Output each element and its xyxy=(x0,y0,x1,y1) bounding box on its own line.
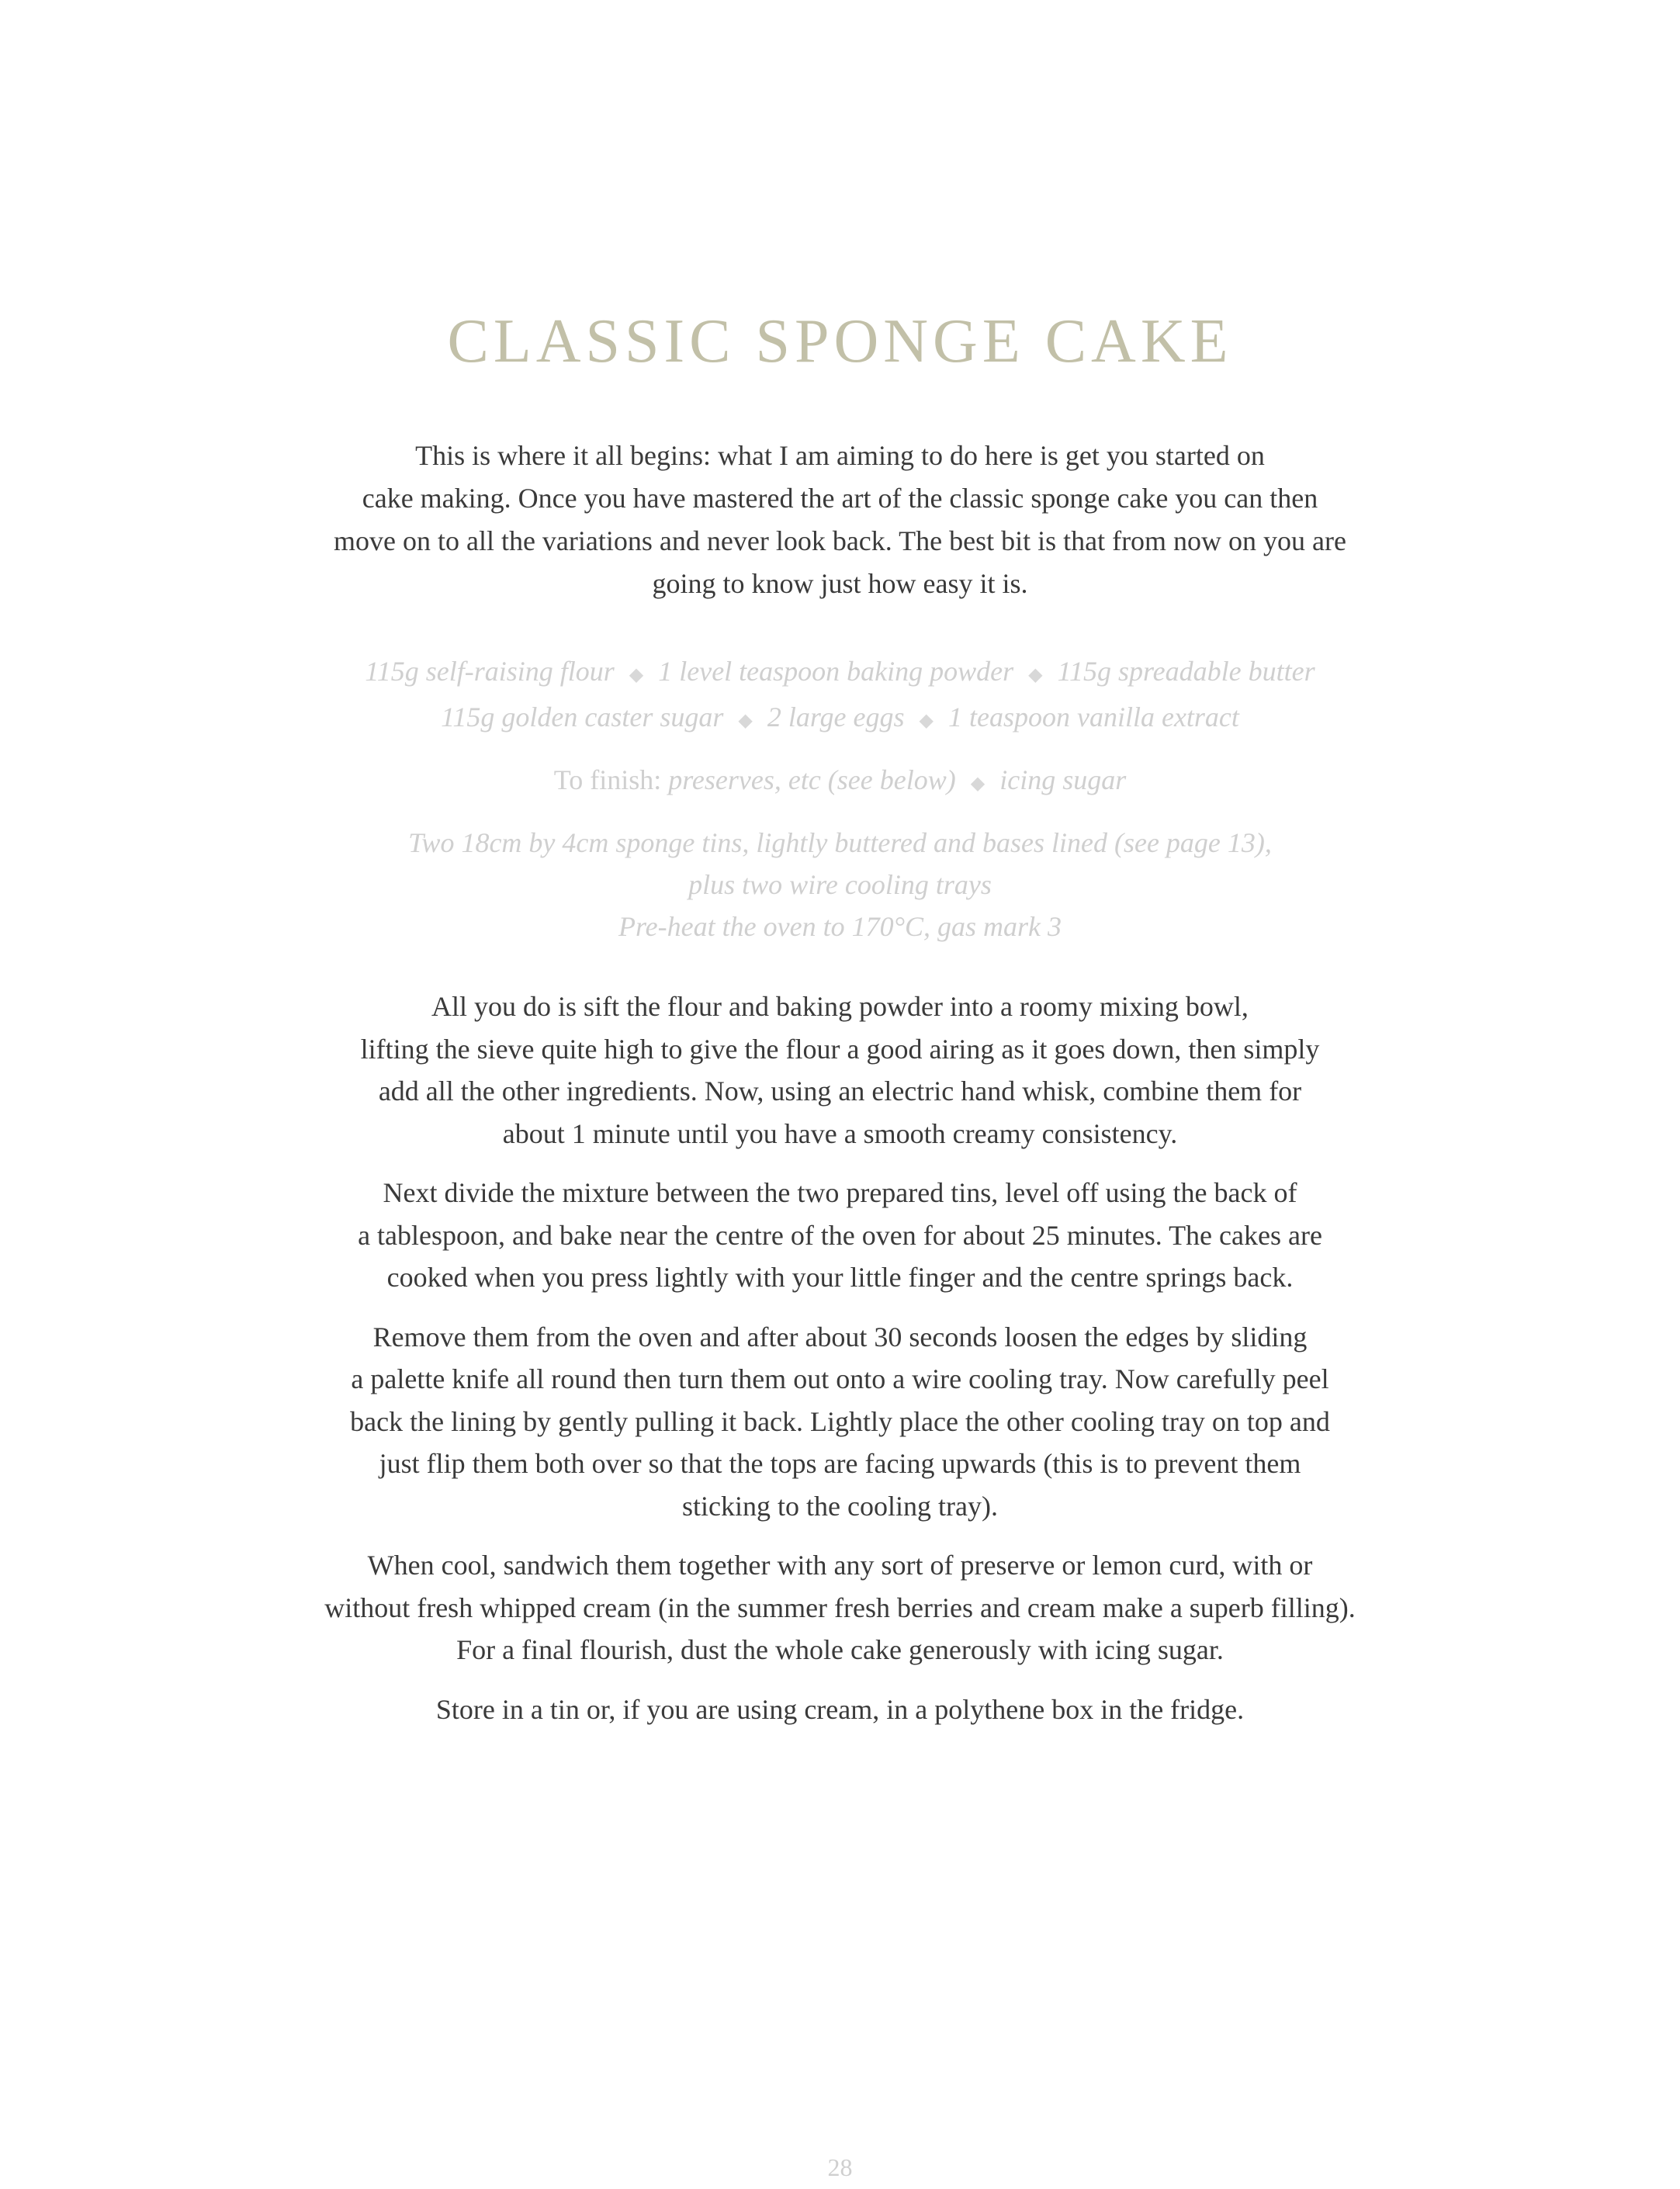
finish-line xyxy=(233,759,1447,805)
method-line: a tablespoon, and bake near the centre of the oven for about 25 minutes. The cakes are xyxy=(358,1219,1322,1251)
method-section xyxy=(233,985,1447,1747)
method-paragraph xyxy=(233,1689,1447,1731)
method-paragraph xyxy=(233,1316,1447,1528)
ingredients-block xyxy=(233,650,1447,965)
ingredient-line xyxy=(233,696,1447,742)
equipment-line: plus two wire cooling trays xyxy=(688,869,992,900)
ingredient-line xyxy=(233,650,1447,696)
page-number: 28 xyxy=(827,2153,853,2181)
ingredient-item: 115g self-raising flour xyxy=(365,656,615,687)
method-line: add all the other ingredients. Now, using an electric hand whisk, combine them for xyxy=(378,1075,1302,1107)
method-line: cooked when you press lightly with your little finger and the centre springs back. xyxy=(386,1262,1294,1293)
page-title: CLASSIC SPONGE CAKE xyxy=(447,307,1233,376)
intro-line: going to know just how easy it is. xyxy=(652,568,1028,599)
finish-item: icing sugar xyxy=(999,764,1127,795)
finish-label: To finish: xyxy=(553,764,662,795)
diamond-separator-icon: ◆ xyxy=(970,774,985,794)
method-line: sticking to the cooling tray). xyxy=(682,1490,998,1522)
oven-instruction: Pre-heat the oven to 170°C, gas mark 3 xyxy=(618,911,1062,942)
method-line: Remove them from the oven and after about 30 seconds loosen the edges by sliding xyxy=(372,1321,1308,1353)
equipment-block xyxy=(233,822,1447,947)
intro-line: cake making. Once you have mastered the art of the classic sponge cake you can then xyxy=(362,483,1318,514)
intro-line: This is where it all begins: what I am aiming to do here is get you started on xyxy=(415,440,1265,471)
method-line: Store in a tin or, if you are using cream, in a polythene box in the fridge. xyxy=(435,1693,1245,1725)
diamond-separator-icon: ◆ xyxy=(629,665,644,685)
intro-line: move on to all the variations and never look back. The best bit is that from now on you are xyxy=(333,525,1347,556)
ingredient-item: 1 level teaspoon baking powder xyxy=(658,656,1014,687)
diamond-separator-icon: ◆ xyxy=(919,711,934,731)
diamond-separator-icon: ◆ xyxy=(738,711,753,731)
method-paragraph xyxy=(233,1172,1447,1299)
ingredient-item: 1 teaspoon vanilla extract xyxy=(947,701,1239,733)
equipment-line: Two 18cm by 4cm sponge tins, lightly buttered and bases lined (see page 13), xyxy=(408,827,1272,858)
method-line: lifting the sieve quite high to give the flour a good airing as it goes down, then simply xyxy=(360,1033,1320,1065)
intro-paragraph xyxy=(233,435,1447,605)
finish-list xyxy=(233,759,1447,805)
method-line: back the lining by gently pulling it back. Lightly place the other cooling tray on top and xyxy=(350,1405,1330,1437)
method-line: a palette knife all round then turn them out onto a wire cooling tray. Now carefully peel xyxy=(351,1363,1329,1394)
method-line: When cool, sandwich them together with any sort of preserve or lemon curd, with or xyxy=(367,1550,1313,1581)
method-line: All you do is sift the flour and baking powder into a roomy mixing bowl, xyxy=(431,991,1249,1022)
diamond-separator-icon: ◆ xyxy=(1028,665,1043,685)
method-line: just flip them both over so that the tops are facing upwards (this is to prevent them xyxy=(379,1448,1301,1479)
ingredient-list xyxy=(233,650,1447,742)
ingredient-item: 115g spreadable butter xyxy=(1057,656,1315,687)
method-paragraph xyxy=(233,1544,1447,1671)
ingredient-item: 115g golden caster sugar xyxy=(441,701,724,733)
method-paragraph xyxy=(233,985,1447,1155)
method-line: For a final flourish, dust the whole cake generously with icing sugar. xyxy=(456,1634,1224,1665)
method-line: without fresh whipped cream (in the summer fresh berries and cream make a superb filling). xyxy=(324,1592,1356,1623)
ingredient-item: 2 large eggs xyxy=(767,701,905,733)
method-line: Next divide the mixture between the two prepared tins, level off using the back of xyxy=(383,1177,1297,1208)
finish-item: preserves, etc (see below) xyxy=(668,764,956,795)
method-line: about 1 minute until you have a smooth creamy consistency. xyxy=(502,1117,1178,1149)
